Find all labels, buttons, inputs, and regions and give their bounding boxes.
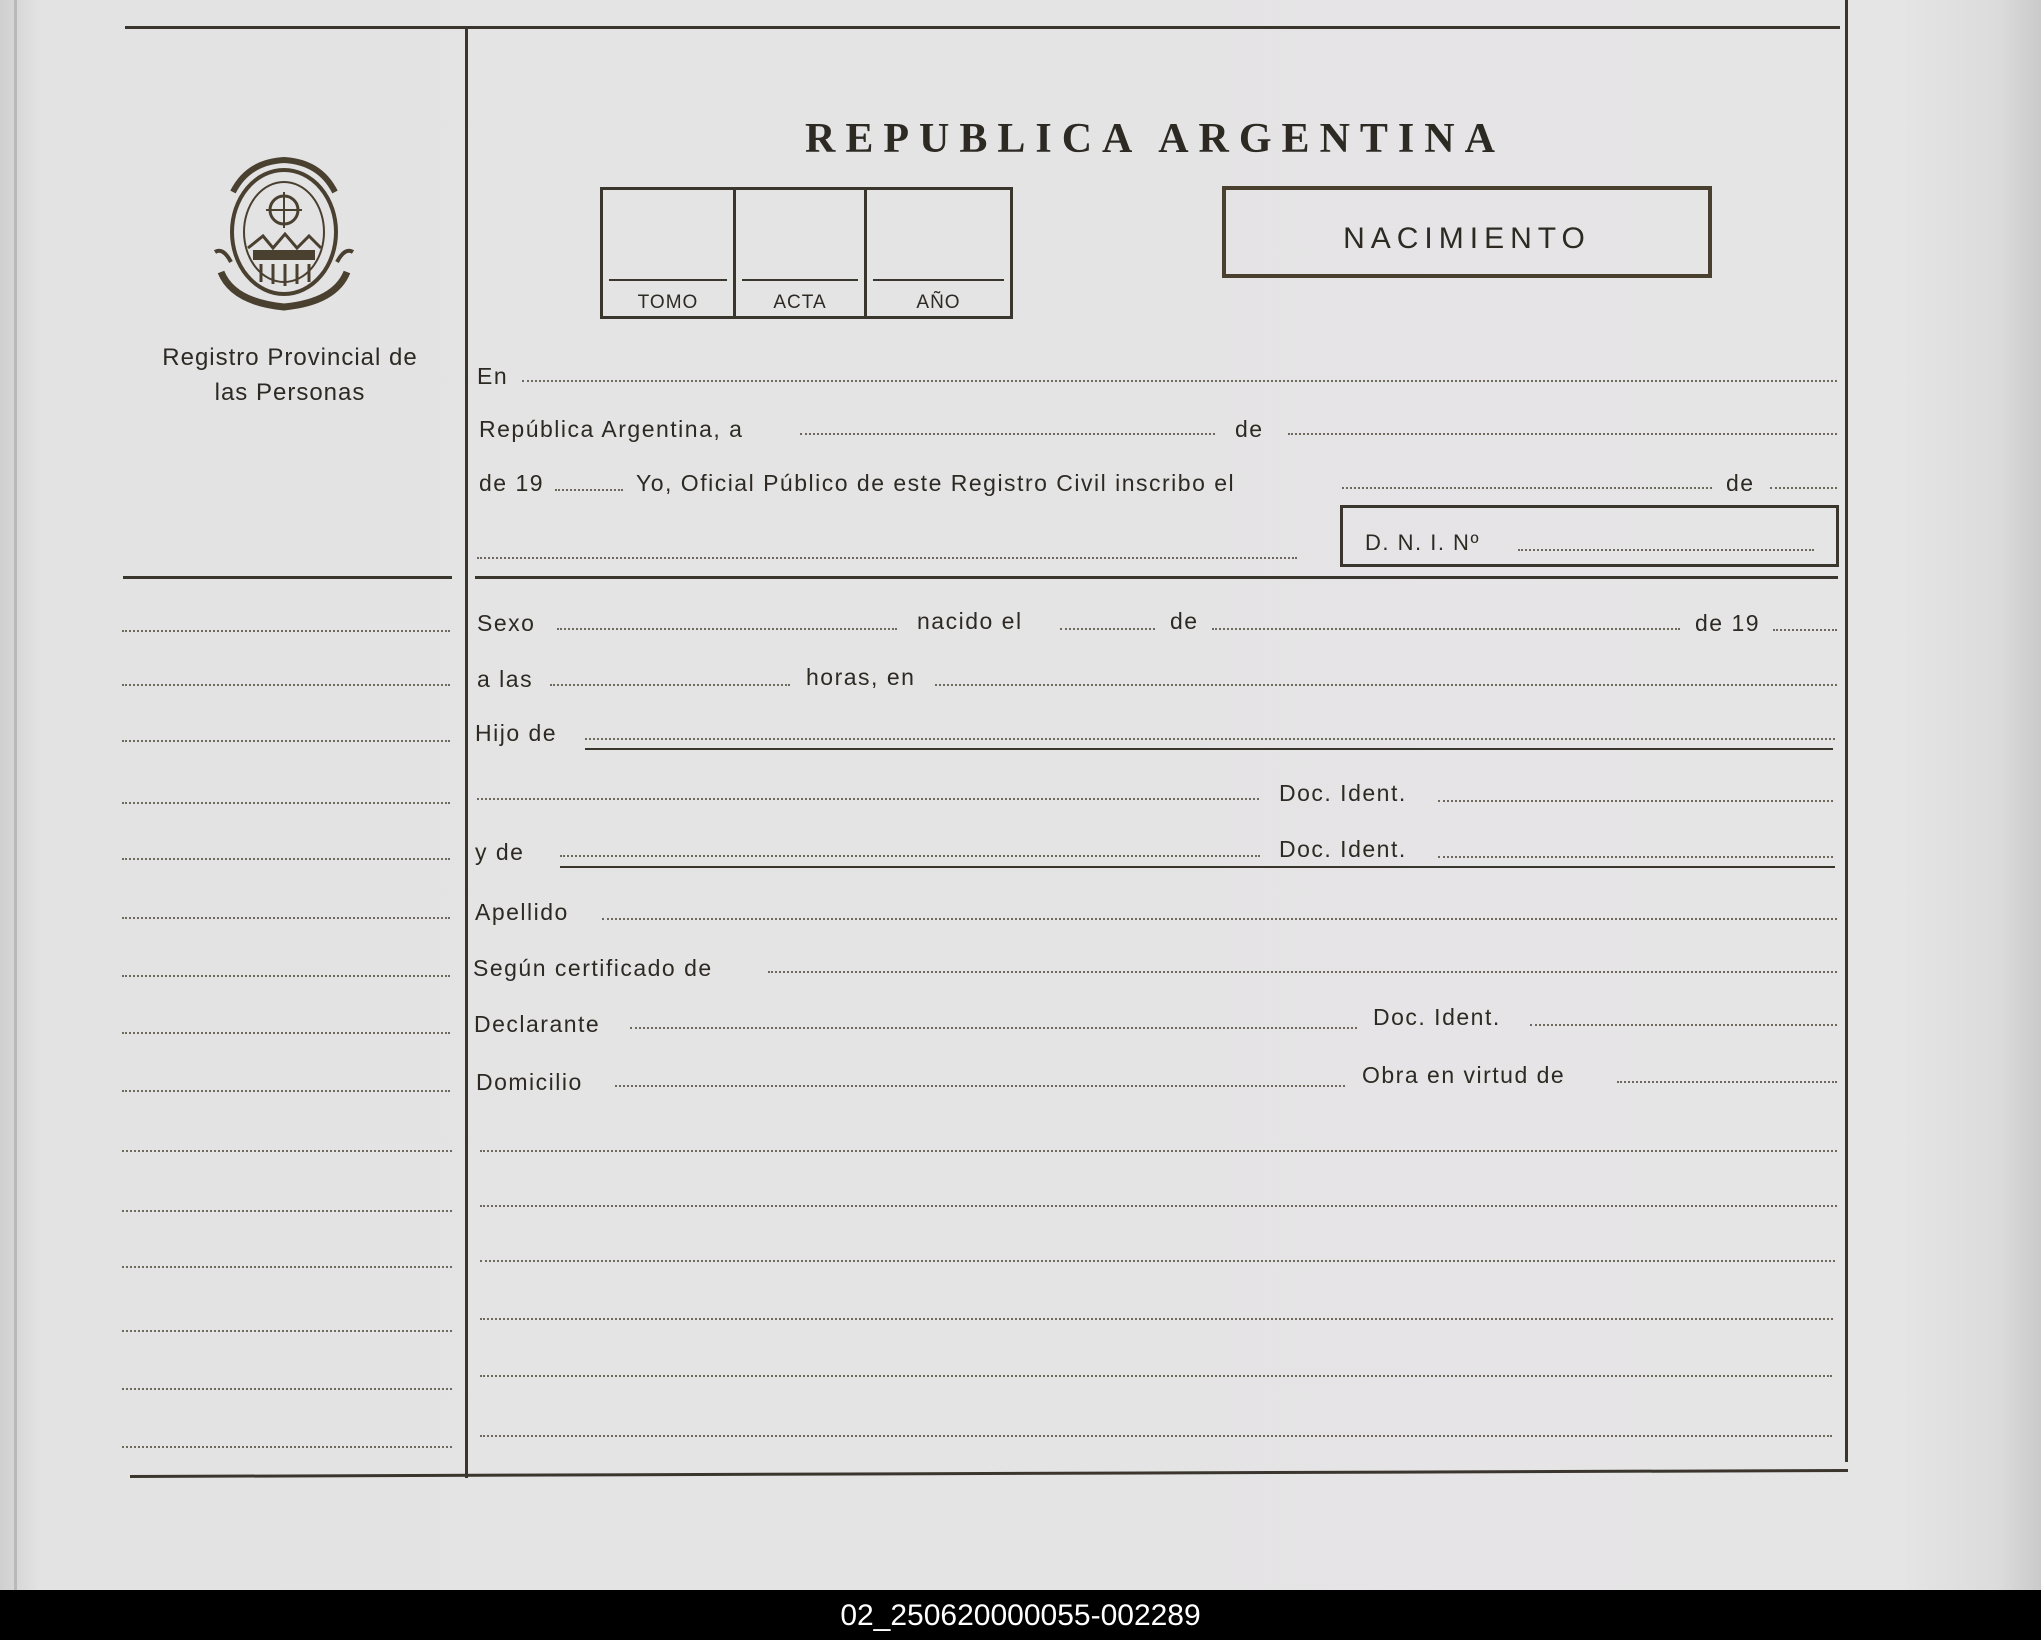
field-label-de19: de 19	[479, 470, 545, 496]
margin-note-line[interactable]	[122, 1032, 450, 1034]
field-hijo[interactable]	[585, 738, 1835, 740]
field-hora[interactable]	[550, 684, 790, 686]
margin-note-line[interactable]	[122, 1150, 452, 1152]
acta-label: ACTA	[773, 292, 827, 313]
acta-cell[interactable]	[736, 190, 864, 316]
field-label-y-de: y de	[475, 839, 525, 865]
field-label-doc3: Doc. Ident.	[1373, 1004, 1501, 1030]
field-label-sexo: Sexo	[477, 610, 536, 636]
field-sexo[interactable]	[557, 628, 897, 630]
issuer-label: Registro Provincial de las Personas	[162, 344, 418, 406]
field-label-yo: Yo, Oficial Público de este Registro Civil inscribo el	[636, 470, 1236, 496]
document-type-box	[1222, 186, 1712, 278]
margin-note-line[interactable]	[122, 975, 450, 977]
field-continuation[interactable]	[477, 557, 1297, 559]
field-label-apellido: Apellido	[475, 899, 569, 925]
notes-line[interactable]	[480, 1318, 1833, 1320]
field-label-doc2: Doc. Ident.	[1279, 836, 1407, 862]
field-declarante[interactable]	[630, 1027, 1357, 1029]
notes-line[interactable]	[480, 1260, 1835, 1262]
document-type-label: NACIMIENTO	[1343, 222, 1591, 255]
tomo-label: TOMO	[637, 292, 699, 313]
notes-line[interactable]	[480, 1150, 1837, 1152]
field-nacido-mes[interactable]	[1212, 628, 1680, 630]
field-label-obra: Obra en virtud de	[1362, 1062, 1566, 1088]
page-edge	[14, 0, 17, 1590]
margin-note-line[interactable]	[122, 1388, 452, 1390]
top-rule	[125, 26, 1840, 29]
notes-line[interactable]	[480, 1435, 1832, 1437]
field-day[interactable]	[800, 433, 1215, 435]
field-year[interactable]	[555, 489, 623, 491]
field-padre-doc[interactable]	[1438, 800, 1833, 802]
field-madre-nombre[interactable]	[560, 855, 1260, 857]
field-nacido-dia[interactable]	[1060, 628, 1155, 630]
margin-note-line[interactable]	[122, 917, 450, 919]
notes-line[interactable]	[480, 1205, 1837, 1207]
padre-underline	[585, 748, 1833, 750]
scan-footer-bar	[0, 1590, 2041, 1640]
margin-note-line[interactable]	[122, 802, 450, 804]
margin-note-line[interactable]	[122, 1090, 450, 1092]
field-label-hijo: Hijo de	[475, 720, 558, 746]
ano-label: AÑO	[916, 292, 961, 313]
page-title: REPUBLICA ARGENTINA	[805, 116, 1505, 162]
field-madre-doc[interactable]	[1438, 856, 1833, 858]
madre-underline	[560, 866, 1835, 868]
field-label-domicilio: Domicilio	[476, 1069, 583, 1095]
field-label-en: En	[477, 363, 509, 389]
margin-note-line[interactable]	[122, 1266, 452, 1268]
field-label-de3: de	[1170, 608, 1199, 634]
margin-note-line[interactable]	[122, 1446, 452, 1448]
margin-note-line[interactable]	[122, 1210, 452, 1212]
left-section-rule	[123, 576, 452, 579]
field-label-republica: República Argentina, a	[479, 416, 744, 442]
field-padre-nombre[interactable]	[477, 798, 1259, 800]
field-apellido[interactable]	[602, 918, 1837, 920]
column-divider	[465, 26, 468, 1478]
field-label-nacido: nacido el	[917, 608, 1023, 634]
scan-code-label: 02_250620000055-002289	[840, 1599, 1201, 1632]
field-dni[interactable]	[1518, 549, 1814, 551]
field-inscribo[interactable]	[1342, 487, 1712, 489]
field-inscribo-de[interactable]	[1770, 487, 1837, 489]
tomo-cell[interactable]	[603, 190, 733, 316]
margin-note-line[interactable]	[122, 1330, 452, 1332]
bottom-rule	[130, 1469, 1848, 1478]
field-label-a-las: a las	[477, 666, 534, 692]
notes-line[interactable]	[480, 1375, 1832, 1377]
coat-of-arms-seal	[213, 152, 355, 314]
right-border	[1845, 0, 1848, 1462]
field-certificado[interactable]	[768, 971, 1837, 973]
ano-cell[interactable]	[867, 190, 1010, 316]
field-label-de19b: de 19	[1695, 610, 1761, 636]
margin-note-line[interactable]	[122, 858, 450, 860]
field-declarante-doc[interactable]	[1530, 1024, 1837, 1026]
field-lugar[interactable]	[935, 684, 1837, 686]
field-en[interactable]	[522, 380, 1837, 382]
margin-note-line[interactable]	[122, 740, 450, 742]
field-label-declarante: Declarante	[474, 1011, 601, 1037]
field-domicilio[interactable]	[615, 1085, 1345, 1087]
registry-box	[600, 187, 1013, 319]
field-nacido-ano[interactable]	[1773, 629, 1837, 631]
main-section-rule	[475, 576, 1838, 579]
margin-note-line[interactable]	[122, 684, 450, 686]
field-label-dni: D. N. I. Nº	[1365, 530, 1480, 555]
field-label-horas: horas, en	[806, 664, 916, 690]
field-label-doc1: Doc. Ident.	[1279, 780, 1407, 806]
field-obra[interactable]	[1617, 1081, 1837, 1083]
field-label-segun: Según certificado de	[473, 955, 713, 981]
field-label-de1: de	[1235, 416, 1264, 442]
margin-note-line[interactable]	[122, 630, 450, 632]
field-month[interactable]	[1288, 433, 1837, 435]
field-label-de2: de	[1726, 470, 1755, 496]
